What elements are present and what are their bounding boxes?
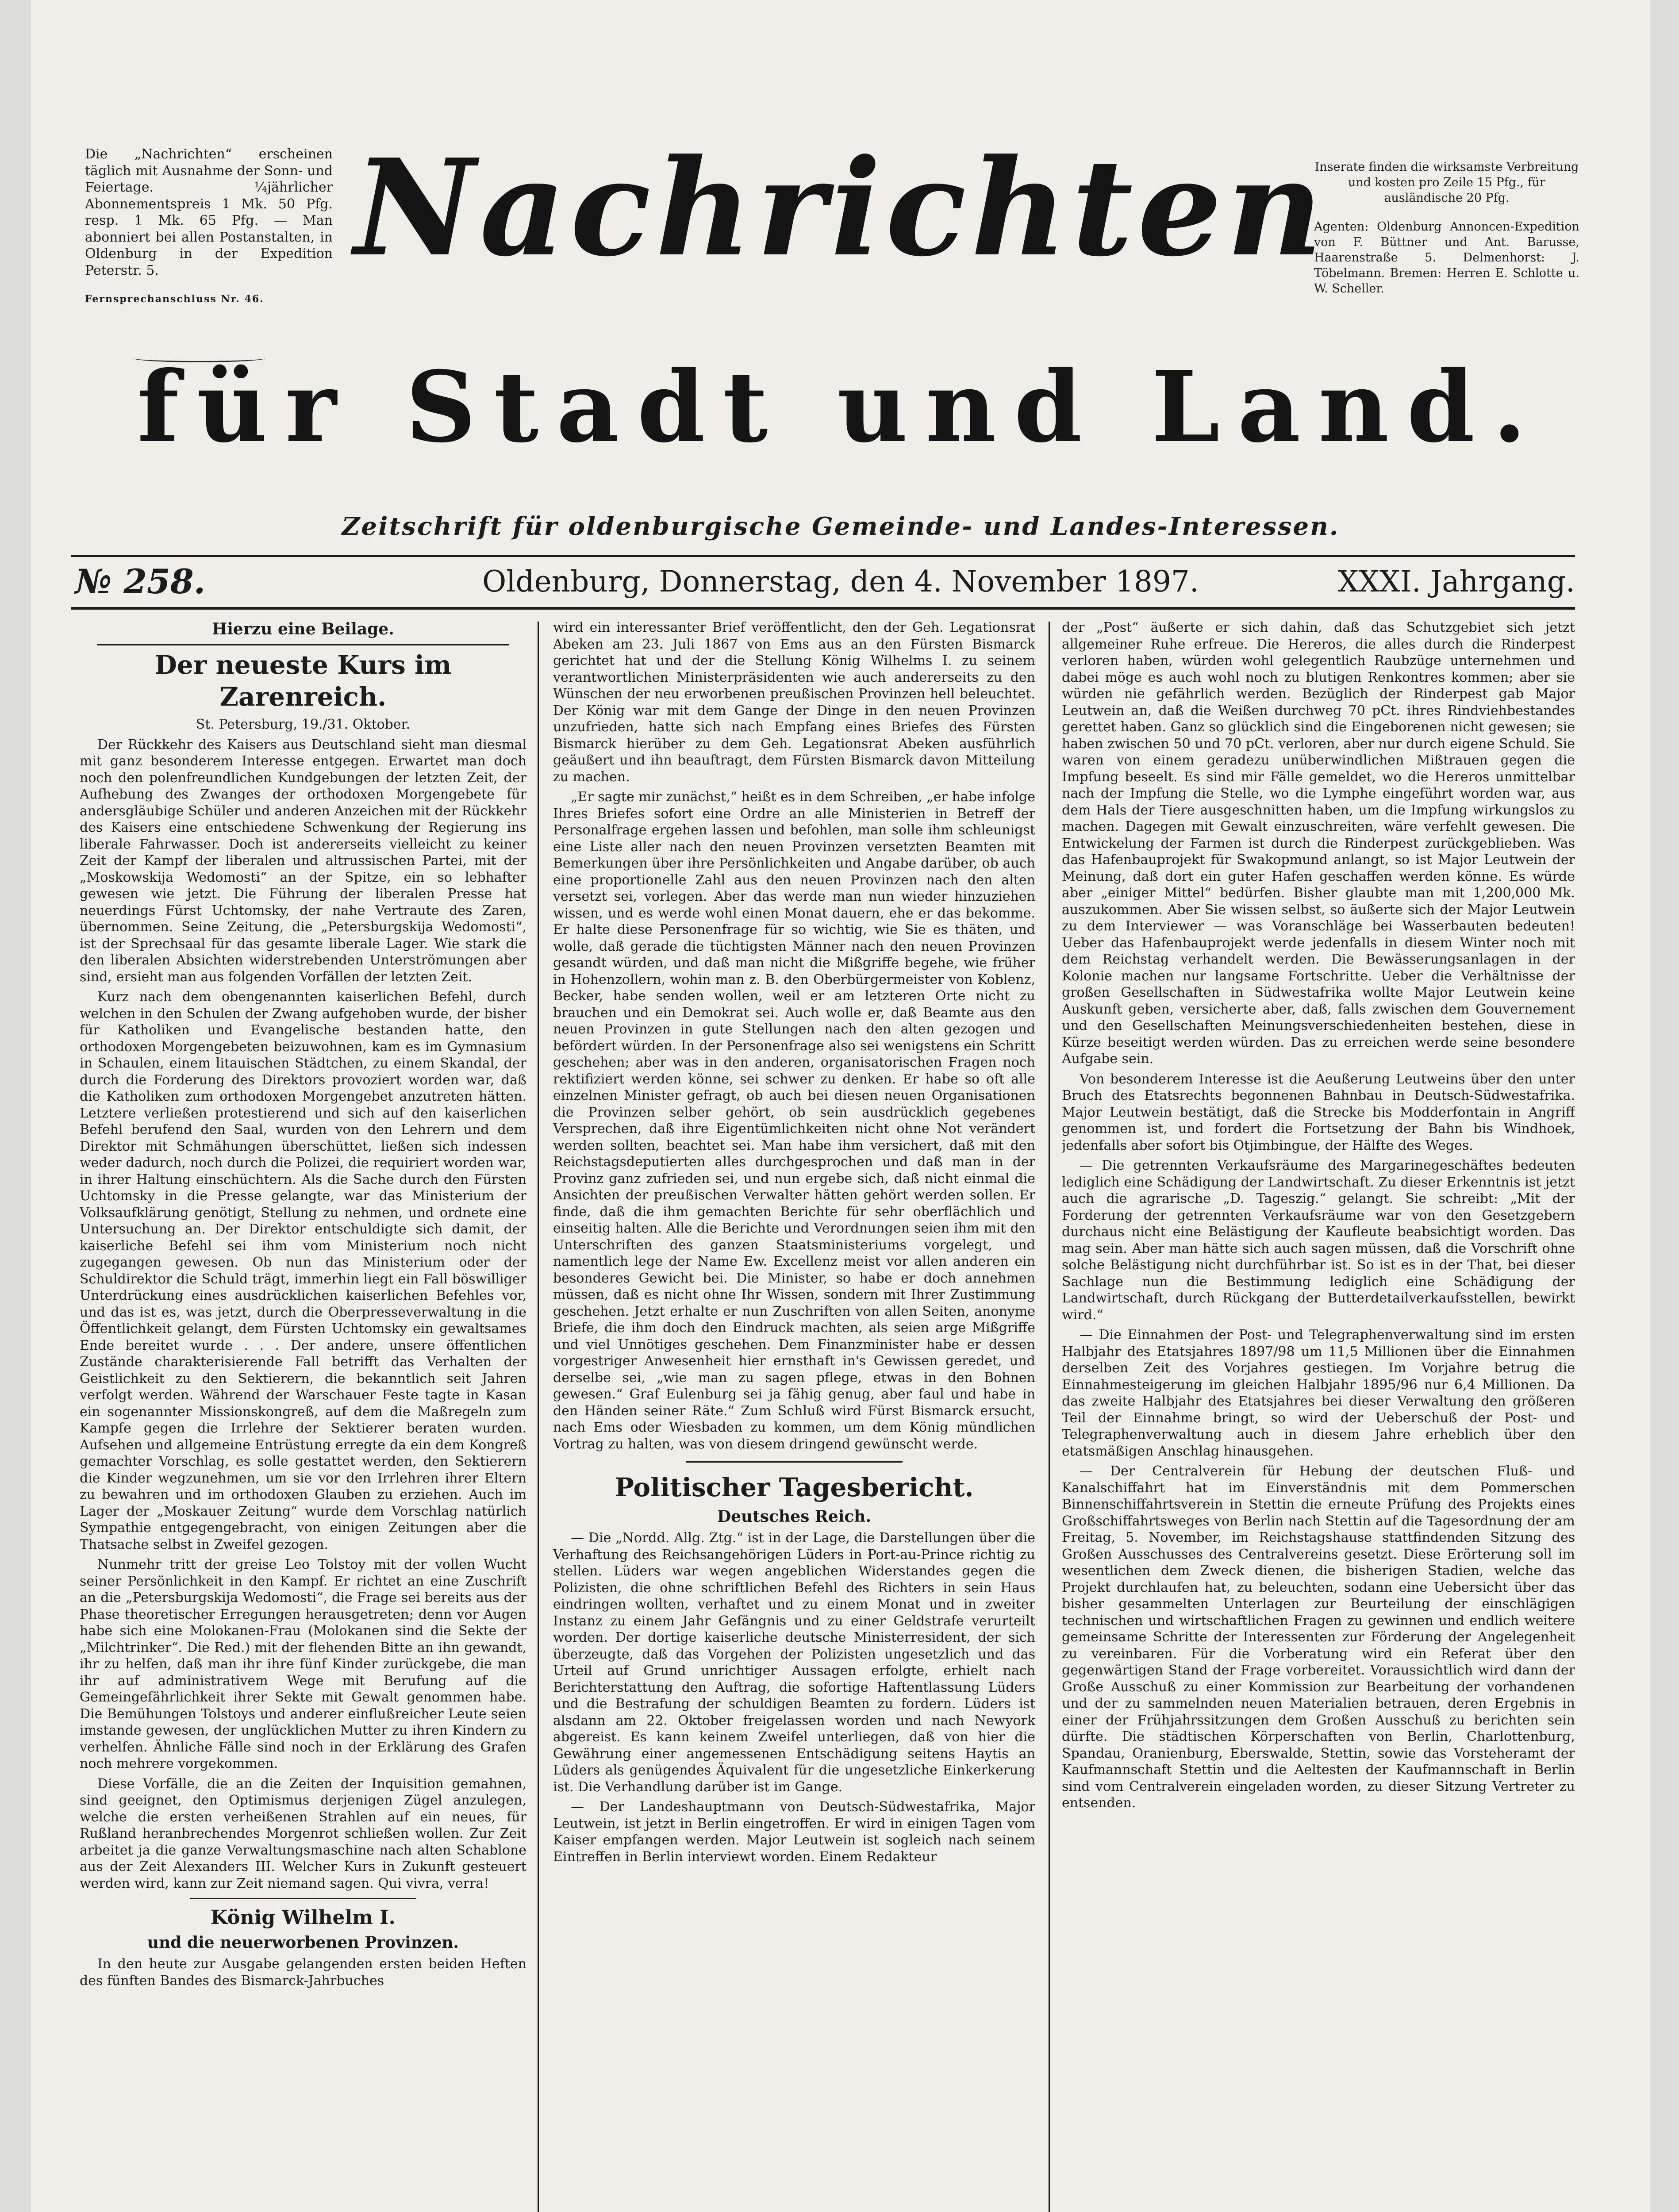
column-rule-2	[1049, 622, 1050, 2212]
volume: XXXI. Jahrgang.	[1337, 565, 1575, 599]
section-paragraph: — Die „Nordd. Allg. Ztg.“ ist in der Lage, die Darstellungen über die Verhaftung des Reichsangehörigen Lüders in Port-au-Prince richtig zu stellen. Lüders war wegen angeblichen Widerstandes gegen die Polizisten, die ohne schriftlichen Befehl des Richters in sein Haus eindringen wollten, verhaftet und zu einem Monat und in zweiter Instanz zu einem Jahr Gefängnis und zu einer Geldstrafe verurteilt worden. Der dortige kaiserliche deutsche Ministerresident, der sich überzeugte, daß das Vorgehen der Polizisten ungesetzlich und das Urteil auf Grund unrichtiger Aussagen erfolgte, erhielt nach Berichterstattung den Auftrag, die sofortige Haftentlassung Lüders und die Bestrafung der schuldigen Beamten zu fordern. Lüders ist alsdann am 22. Oktober freigelassen worden und nach Newyork abgereist. Es kann keinem Zweifel unterliegen, daß von hier die Gewährung einer angemessenen Entschädigung seitens Haytis an Lüders als genügendes Äquivalent für die ungesetzliche Einkerkerung ist. Die Verhandlung darüber ist im Gange.	[553, 1530, 1035, 1795]
ear-left-phone: Fernsprechanschluss Nr. 46.	[85, 293, 264, 305]
section-paragraph: — Die getrennten Verkaufsräume des Margarinegeschäftes bedeuten lediglich eine Schädigung der Landwirtschaft. Zu dieser Erkenntnis ist jetzt auch die agrarische „D. Tageszig.“ gelangt. Sie schreibt: „Mit der Forderung der getrennten Verkaufsräume war von den Gesetzgebern durchaus nicht eine Belästigung der Kaufleute beabsichtigt worden. Das mag sein. Aber man hätte sich auch sagen müssen, daß die Vorschrift ohne solche Belästigung nicht durchführbar ist. So ist es in der That, bei dieser Sachlage nun die Bestimmung lediglich eine Schädigung der Landwirtschaft, durch Rückgang der Butterdetailverkaufsstellen, bewirkt wird.“	[1062, 1158, 1575, 1323]
newspaper-page	[31, 0, 1650, 2212]
dateline-bottom-rule	[71, 607, 1575, 610]
article1-title: Der neueste Kurs im Zarenreich.	[154, 650, 452, 712]
section-paragraph: Von besonderem Interesse ist die Aeußerung Leutweins über den unter Bruch des Etatsrechts begonnenen Bahnbau in Deutsch-Südwestafrika. Major Leutwein bestätigt, daß die Strecke bis Modderfontain in Angriff genommen ist, und fordert die Fortsetzung der Bahn bis Windhoek, jedenfalls aber sofort bis Otjimbingue, der Hälfte des Weges.	[1062, 1071, 1575, 1153]
ear-right-text2: Agenten: Oldenburg Annoncen-Expedition von F. Büttner und Ant. Barusse, Haarenstraße 5. Delmenhorst: J. Töbelmann. Bremen: Herren E. Schlotte u. W. Scheller.	[1314, 220, 1579, 296]
section-paragraph: — Der Landeshauptmann von Deutsch-Südwestafrika, Major Leutwein, ist jetzt in Berlin eingetroffen. Er wird in einigen Tagen vom Kaiser empfangen werden. Major Leutwein ist sogleich nach seinem Eintreffen in Berlin interviewt worden. Einem Redakteur	[553, 1799, 1035, 1865]
article1-dateline: St. Petersburg, 19./31. Oktober.	[196, 717, 411, 732]
section-continued: der „Post“ äußerte er sich dahin, daß das Schutzgebiet sich jetzt allgemeiner Ruhe erfreue. Die Hereros, die alles durch die Rinderpest verloren haben, würden wohl gelegentlich Raubzüge unternehmen und dabei möge es auch wohl noch zu blutigen Renkontres kommen; aber sie würden nie gefährlich werden. Bezüglich der Rinderpest gab Major Leutwein an, daß die Weißen durchweg 70 pCt. ihres Rindviehbestandes gerettet haben. Ganz so glücklich sind die Eingeborenen nicht gewesen; sie haben zwischen 50 und 70 pCt. verloren, aber nur durch eigene Schuld. Sie waren von einem geradezu unüberwindlichen Mißtrauen gegen die Impfung beseelt. Es sind mir Fälle gemeldet, wo die Hereros unmittelbar nach der Impfung die Stelle, wo die Lymphe eingeführt worden war, aus dem Hals der Tiere ausgeschnitten haben, um die Impfung wirkungslos zu machen. Dagegen mit Gewalt einzuschreiten, wäre verfehlt gewesen. Die Entwickelung der Farmen ist durch die Rinderpest zurückgeblieben. Was das Hafenbauprojekt für Swakopmund anlangt, so ist Major Leutwein der Meinung, daß dort ein guter Hafen geschaffen werden könne. Es würde aber „einiger Mittel“ bedürfen. Bisher glaubte man mit 1,200,000 Mk. auszukommen. Aber Sie wissen selbst, so äußerte sich der Major Leutwein zu dem Interviewer — was Voranschläge bei Wasserbauten bedeuten! Ueber das Hafenbauprojekt werde jedenfalls in diesem Winter noch mit dem Reichstag verhandelt werden. Die Bewässerungsanlagen in der Kolonie machen nur langsame Fortschritte. Ueber die Verhältnisse der großen Gesellschaften in Südwestafrika wollte Major Leutwein keine Auskunft geben, versicherte aber, daß, falls zwischen dem Gouvernement und den Gesellschaften Meinungsverschiedenheiten bestehen, diese in Kürze beseitigt werden würden. Das zu erreichen werde seine besondere Aufgabe sein.	[1062, 620, 1575, 1067]
masthead-title-line1: Nachrichten	[354, 130, 1327, 286]
column-1	[80, 619, 526, 2212]
place-date: Oldenburg, Donnerstag, den 4. November 1897.	[482, 565, 1199, 599]
article1-paragraph: Der Rückkehr des Kaisers aus Deutschland sieht man diesmal mit ganz besonderem Interesse entgegen. Erwartet man doch noch den polenfreundlichen Kundgebungen der letzten Zeit, der Aufhebung des Zwanges der orthodoxen Morgengebete für andersgläubige Schüler und anderen Anzeichen mit der Rückkehr des Kaisers eine entschiedene Schwenkung der Regierung ins liberale Fahrwasser. Doch ist andererseits vielleicht zu keiner Zeit der Kampf der liberalen und altrussischen Partei, mit der „Moskowskija Wedomosti“ an der Spitze, ein so lebhafter gewesen wie jetzt. Die Führung der liberalen Presse hat neuerdings Fürst Uchtomsky, der nahe Vertraute des Zaren, übernommen. Seine Zeitung, die „Petersburgskija Wedomosti“, ist der Sprechsaal für das gesamte liberale Lager. Wie stark die den liberalen Absichten widerstrebenden Unterströmungen aber sind, ersieht man aus folgenden Vorfällen der letzten Zeit.	[80, 737, 526, 985]
article2-title: König Wilhelm I.	[211, 1906, 396, 1929]
section-paragraph: — Die Einnahmen der Post- und Telegraphenverwaltung sind im ersten Halbjahr des Etatsjahres 1897/98 um 11,5 Millionen über die Einnahmen derselben Zeit des Vorjahres gestiegen. Im Vorjahre betrug die Einnahmesteigerung im gleichen Halbjahr 1895/96 nur 6,4 Millionen. Da das zweite Halbjahr des Etatsjahres bei dieser Verwaltung den größeren Teil der Einnahme bringt, so wird der Ueberschuß der Post- und Telegraphenverwaltung auch in diesem Jahre erheblich über den etatsmäßigen Anschlag hinausgehen.	[1062, 1327, 1575, 1459]
section-title: Politischer Tagesbericht.	[615, 1472, 974, 1502]
column-2	[553, 619, 1035, 2212]
ear-left-text: Die „Nachrichten“ erscheinen täglich mit Ausnahme der Sonn- und Feiertage. ¼jährlicher Abonnementspreis 1 Mk. 50 Pfg. resp. 1 Mk. 65 Pfg. — Man abonniert bei allen Postanstalten, in Oldenburg in der Expedition Peterstr. 5.	[85, 146, 333, 278]
article2-continued: wird ein interessanter Brief veröffentlicht, den der Geh. Legationsrat Abeken am 23. Juli 1867 von Ems aus an den Fürsten Bismarck gerichtet hat und der die Stellung König Wilhelms I. zu seinem verantwortlichen Ministerpräsidenten wie auch andererseits zu den Wünschen der neu erworbenen preußischen Provinzen hell beleuchtet. Der König war mit dem Gange der Dinge in den neuen Provinzen unzufrieden, hatte sich nach Empfang eines Briefes des Fürsten Bismarck hierüber zu dem Geh. Legationsrat Abeken ausführlich geäußert und ihn beauftragt, dem Fürsten Bismarck davon Mitteilung zu machen.	[553, 620, 1035, 785]
dateline-top-rule	[71, 555, 1575, 557]
masthead-subtitle: Zeitschrift für oldenburgische Gemeinde- und Landes-Interessen.	[342, 512, 1340, 541]
section-subtitle: Deutsches Reich.	[717, 1507, 872, 1526]
article1-paragraph: Kurz nach dem obengenannten kaiserlichen Befehl, durch welchen in den Schulen der Zwang aufgehoben wurde, der bisher für Katholiken und Evangelische bestanden hatte, den orthodoxen Morgengebeten beizuwohnen, kam es im Gymnasium in Schaulen, einem litauischen Städtchen, zu einem Skandal, der durch die Forderung des Direktors provoziert worden war, daß die Katholiken zum orthodoxen Morgengebet anzutreten hätten. Letztere verließen protestierend und sich auf den kaiserlichen Befehl berufend den Saal, wurden von den Lehrern und dem Direktor mit Schmähungen überschüttet, ließen sich indessen weder dadurch, noch durch die Polizei, die requiriert worden war, in ihrer Haltung einschüchtern. Als die Sache durch den Fürsten Uchtomsky in die Presse gelangte, war das Ministerium der Volksaufklärung genötigt, Stellung zu nehmen, und ordnete eine Untersuchung an. Der Direktor entschuldigte sich damit, der kaiserliche Befehl sei ihm vom Ministerium noch nicht zugegangen gewesen. Ob nun das Ministerium oder der Schuldirektor die Schuld trägt, immerhin liegt ein Fall böswilliger Unterdrückung eines ausdrücklichen kaiserlichen Befehles vor, und das ist es, was jetzt, durch die Oberpresseverwaltung in die Öffentlichkeit gelangt, dem Fürsten Uchtomsky ein gewaltsames Ende bereitet wurde . . . Der andere, unsere öffentlichen Zustände charakterisierende Fall betrifft das Verhalten der Geistlichkeit zu den Sektierern, die bekanntlich seit Jahren verfolgt werden. Während der Warschauer Feste tagte in Kasan ein sogenannter Missionskongreß, auf dem die Maßregeln zum Kampfe gegen die Irrlehre der Sektierer beraten wurden. Aufsehen und allgemeine Entrüstung erregte da ein dem Kongreß gemachter Vorschlag, es solle gestattet werden, den Sektierern die Kinder wegzunehmen, um sie vor den Irrlehren ihrer Eltern zu bewahren und im orthodoxen Glauben zu erziehen. Auch im Lager der „Moskauer Zeitung“ wurde dem Vorschlag natürlich Sympathie entgegengebracht, von einigen Zeitungen aber die Thatsache selbst in Zweifel gezogen.	[80, 989, 526, 1552]
supplement-notice: Hierzu eine Beilage.	[212, 620, 394, 638]
article2-subtitle: und die neuerworbenen Provinzen.	[147, 1933, 459, 1952]
section-paragraph: — Der Centralverein für Hebung der deutschen Fluß- und Kanalschiffahrt hat im Einverständnis mit dem Pommerschen Binnenschiffahrtsverein in Stettin die erneute Prüfung des Projekts eines Großschiffahrtsweges von Berlin nach Stettin auf die Tagesordnung der am Freitag, 5. November, im Reichstagshause stattfindenden Sitzung des Großen Ausschusses des Centralvereins gesetzt. Diese Erörterung soll im wesentlichen dem Zweck dienen, die bisherigen Stadien, welche das Projekt durchlaufen hat, zu beleuchten, sodann eine Uebersicht über das bisher gesammelten Unterlagen zur Beurteilung der einschlägigen technischen und wirtschaftlichen Fragen zu gewinnen und endlich weitere gemeinsame Schritte der Interessenten zur Förderung der Angelegenheit zu vereinbaren. Für die Vorberatung wird ein Referat über den gegenwärtigen Stand der Frage vorbereitet. Voraussichtlich wird dann der Große Ausschuß zu einer Kommission zur Bearbeitung der vorhandenen und der zu sammelnden neuen Materialien betrauen, deren Ergebnis in einer der Frühjahrssitzungen dem Großen Ausschuß zu berichten sein dürfte. Die städtischen Körperschaften von Berlin, Charlottenburg, Spandau, Oranienburg, Eberswalde, Stettin, sowie das Vorsteheramt der Kaufmannschaft Stettin und die Aeltesten der Kaufmannschaft in Berlin sind vom Centralverein eingeladen worden, zu dieser Sitzung Vertreter zu entsenden.	[1062, 1463, 1575, 1811]
masthead-title-line2: für Stadt und Land.	[137, 349, 1545, 464]
issue-number: № 258.	[75, 562, 206, 601]
ear-right-text1: Inserate finden die wirksamste Verbreitung und kosten pro Zeile 15 Pfg., für ausländische 20 Pfg.	[1314, 160, 1579, 205]
article1-paragraph: Diese Vorfälle, die an die Zeiten der Inquisition gemahnen, sind geeignet, den Optimismus derjenigen Zügel anzulegen, welche die ersten verheißenen Strahlen auf ein neues, für Rußland heranbrechendes Morgenrot schließen wollen. Zur Zeit arbeitet ja die ganze Verwaltungsmaschine nach alten Schablone aus der Zeit Alexanders III. Welcher Kurs in Zukunft gesteuert werden wird, kann zur Zeit niemand sagen. Qui vivra, verra!	[80, 1776, 526, 1891]
column-3	[1062, 619, 1575, 2212]
article1-paragraph: Nunmehr tritt der greise Leo Tolstoy mit der vollen Wucht seiner Persönlichkeit in den Kampf. Er richtet an eine Zuschrift an die „Petersburgskija Wedomosti“, die Frage sei bereits aus der Phase theoretischer Erregungen herausgetreten; denn vor Augen habe sich eine Molokanen-Frau (Molokanen sind die Sekte der „Milchtrinker“. Die Red.) mit der flehenden Bitte an ihn gewandt, ihr zu helfen, daß man ihr ihre fünf Kinder zurückgebe, die man ihr auf administrativem Wege mit Berufung auf die Gemeingefährlichkeit ihrer Sekte mit Gewalt genommen habe. Die Bemühungen Tolstoys und anderer einflußreicher Leute seien imstande gewesen, der unglücklichen Mutter zu ihren Kindern zu verhelfen. Ähnliche Fälle sind noch in der Erklärung des Grafen noch mehrere vorgekommen.	[80, 1557, 526, 1771]
article2-continued: „Er sagte mir zunächst,“ heißt es in dem Schreiben, „er habe infolge Ihres Briefes sofort eine Ordre an alle Ministerien in Betreff der Personalfrage ergehen lassen und befohlen, man solle ihm schleunigst eine Liste aller nach den neuen Provinzen versetzten Beamten mit Bemerkungen über ihre Persönlichkeiten und Angabe darüber, ob auch eine proportionelle Zahl aus den neuen Provinzen nach den alten versetzt sei, vorlegen. Aber das werde man nun wieder hinzuziehen wissen, und es werde wohl einen Monat dauern, ehe er das bekomme. Er halte diese Personenfrage für so wichtig, wie Sie es thäten, und wolle, daß gerade die tüchtigsten Männer nach den neuen Provinzen gesandt würden, und daß man nicht die Mißgriffe begehe, wie früher in Hohenzollern, wohin man z. B. den Oberbürgermeister von Koblenz, Becker, habe senden wollen, weil er am letzteren Orte nicht zu brauchen und ein Demokrat sei. Auch wolle er, daß Beamte aus den neuen Provinzen in gute Stellungen nach den alten gezogen und befördert würden. In der Personenfrage also sei wenigstens ein Schritt geschehen; aber was in den anderen, organisatorischen Fragen noch rektifiziert werden könne, sei schwer zu denken. Er habe so oft alle einzelnen Minister gefragt, ob auch bei diesen neuen Organisationen die Provinzen selber gehört, ob sein ausdrücklich gegebenes Versprechen, daß ihre Eigentümlichkeiten nicht ohne Not verändert werden sollten, beachtet sei. Man habe ihm versichert, daß mit den Reichstagsdeputierten alles durchgesprochen und daß man in der Provinz ganz zufrieden sei, und nun ergebe sich, daß nicht einmal die Ansichten der preußischen Verwalter hätten gehört werden sollen. Er finde, daß die ihm gemachten Berichte für sehr oberflächlich und einseitig halten. Alle die Berichte und Verordnungen seien ihm mit den Unterschriften des ganzen Staatsministeriums vorgelegt, und namentlich lege der Name Ew. Excellenz meist vor allen anderen ein besonderes Gewicht bei. Die Minister, so habe er doch annehmen müssen, daß es nicht ohne Ihr Wissen, sondern mit Ihrer Zustimmung geschehen. Jetzt erhalte er nun Zuschriften von allen Seiten, anonyme Briefe, die ihm doch den Eindruck machten, als seien arge Mißgriffe und viel Unnötiges geschehen. Dem Finanzminister habe er dessen vorgestriger Anwesenheit hier ernsthaft in's Gewissen geredet, und derselbe sei, „wie man zu sagen pflege, etwas in den Bohnen gewesen.“ Graf Eulenburg sei ja fähig genug, aber faul und habe in den Händen seiner Räte.“ Zum Schluß wird Fürst Bismarck ersucht, nach Ems oder Wiesbaden zu kommen, um dem König mündlichen Vortrag zu halten, was von diesem dringend gewünscht werde.	[553, 789, 1035, 1452]
article2-paragraph: In den heute zur Ausgabe gelangenden ersten beiden Heften des fünften Bandes des Bismarck-Jahrbuches	[80, 1956, 526, 1989]
column-rule-1	[538, 622, 539, 2212]
